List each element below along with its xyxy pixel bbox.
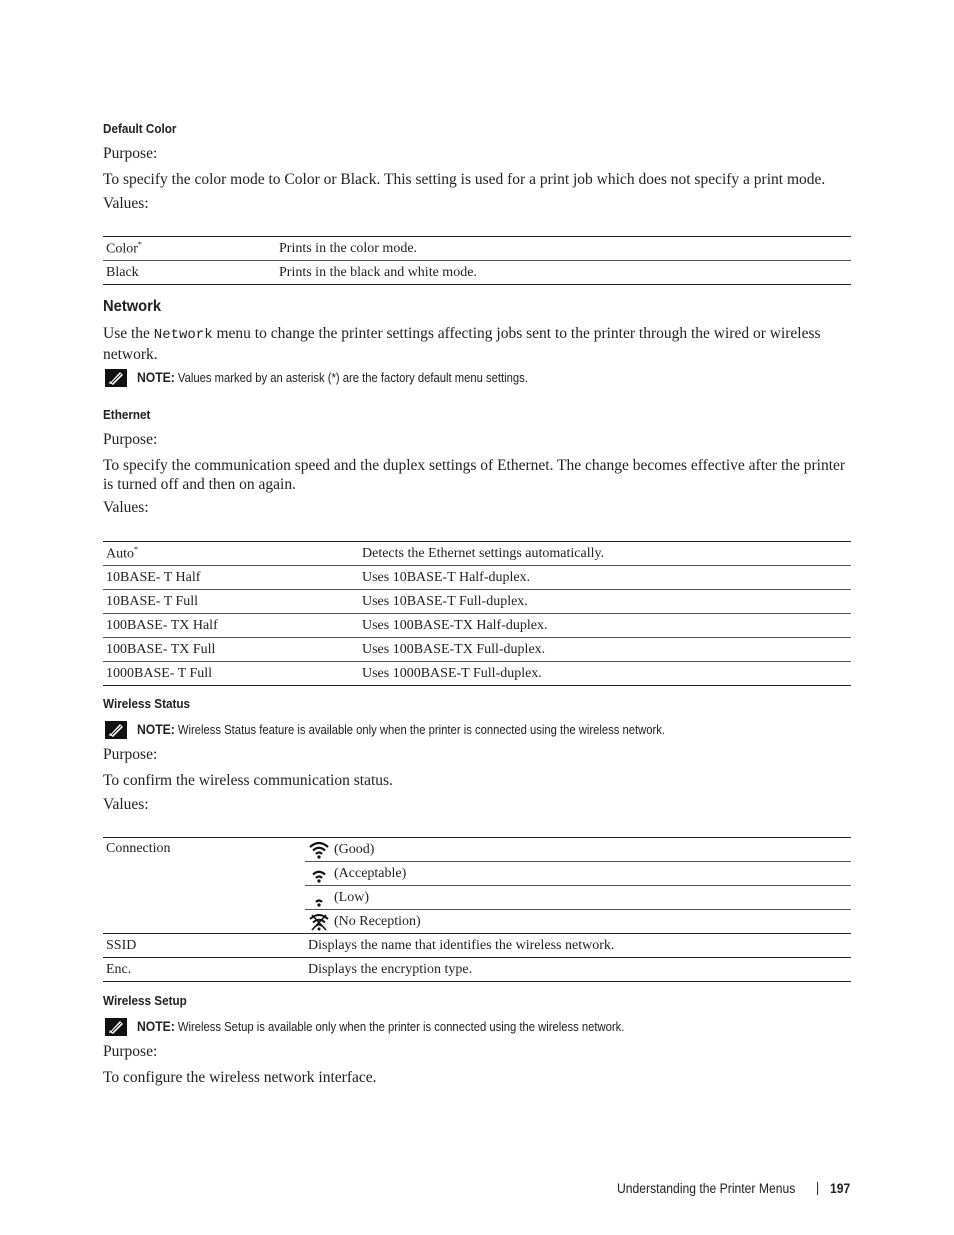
table-row <box>103 662 851 686</box>
footer-separator: | <box>816 1180 820 1195</box>
table-row <box>103 934 851 958</box>
wireless-status-note-label: NOTE: <box>137 722 175 737</box>
value-name-text: 1000BASE- T Full <box>106 665 213 681</box>
value-description: Uses 10BASE-T Full-duplex. <box>359 590 851 614</box>
value-description: Uses 100BASE-TX Half-duplex. <box>359 614 851 638</box>
default-color-table <box>103 236 851 285</box>
default-color-values-label: Values: <box>103 195 149 212</box>
value-name <box>103 261 276 285</box>
table-row <box>103 237 851 261</box>
value-name <box>103 237 276 261</box>
network-intro-code: Network <box>153 327 213 343</box>
value-name <box>103 662 359 686</box>
enc-label: Enc. <box>103 958 305 982</box>
network-note-label: NOTE: <box>137 370 175 385</box>
connection-label: Connection <box>103 838 305 934</box>
value-description: Prints in the color mode. <box>276 237 851 261</box>
value-description: Prints in the black and white mode. <box>276 261 851 285</box>
default-color-purpose-text: To specify the color mode to Color or Black. This setting is used for a print job which does not specify a print mode. <box>103 171 826 188</box>
table-row <box>103 838 851 862</box>
value-name <box>103 614 359 638</box>
value-description: Uses 100BASE-TX Full-duplex. <box>359 638 851 662</box>
wireless-setup-note-label: NOTE: <box>137 1019 175 1034</box>
wireless-setup-purpose-text: To configure the wireless network interface. <box>103 1069 377 1086</box>
connection-level: (Acceptable) <box>305 862 851 886</box>
table-row <box>103 614 851 638</box>
value-name-text: Black <box>106 264 139 280</box>
ssid-label: SSID <box>103 934 305 958</box>
wireless-status-values-label: Values: <box>103 796 149 813</box>
wireless-setup-purpose-label: Purpose: <box>103 1043 158 1060</box>
value-name <box>103 542 359 566</box>
default-color-purpose-label: Purpose: <box>103 145 158 162</box>
ethernet-table <box>103 541 851 686</box>
note-pencil-icon <box>105 369 127 387</box>
ethernet-heading: Ethernet <box>103 407 151 422</box>
footer-section-title: Understanding the Printer Menus <box>617 1181 796 1196</box>
network-intro-post: menu to change the printer settings affecting jobs sent to the printer through the wired or wireless network. <box>103 325 821 363</box>
wifi-low-icon <box>308 889 330 907</box>
value-name <box>103 566 359 590</box>
wifi-no-reception-icon <box>308 913 330 931</box>
network-intro <box>103 324 853 364</box>
ethernet-purpose-text: To specify the communication speed and the duplex settings of Ethernet. The change becomes effective after the printer is turned off and then on again. <box>103 457 846 493</box>
value-name-text: 10BASE- T Half <box>106 569 201 585</box>
value-name-text: 100BASE- TX Half <box>106 617 218 633</box>
wireless-status-note-text: Wireless Status feature is available only when the printer is connected using the wireless network. <box>174 723 666 737</box>
value-description: Uses 1000BASE-T Full-duplex. <box>359 662 851 686</box>
network-note-text: Values marked by an asterisk (*) are the factory default menu settings. <box>174 371 528 385</box>
table-row <box>103 542 851 566</box>
network-intro-pre: Use the <box>103 325 154 342</box>
wireless-status-heading: Wireless Status <box>103 696 191 711</box>
connection-level: (No Reception) <box>305 910 851 934</box>
default-color-heading: Default Color <box>103 121 177 136</box>
page-number: 197 <box>830 1181 851 1196</box>
ethernet-values-label: Values: <box>103 499 149 516</box>
wireless-setup-heading: Wireless Setup <box>103 993 187 1008</box>
value-description: Detects the Ethernet settings automatically. <box>359 542 851 566</box>
wireless-setup-note-text: Wireless Setup is available only when the printer is connected using the wireless network. <box>174 1020 625 1034</box>
wifi-good-icon <box>308 841 330 859</box>
value-name <box>103 590 359 614</box>
value-name-text: Auto <box>106 546 134 562</box>
value-name-text: Color <box>106 241 138 257</box>
default-mark: * <box>137 239 142 249</box>
wifi-acceptable-icon <box>308 865 330 883</box>
connection-level: (Good) <box>305 838 851 862</box>
value-name <box>103 638 359 662</box>
enc-desc: Displays the encryption type. <box>305 958 851 982</box>
ssid-desc: Displays the name that identifies the wireless network. <box>305 934 851 958</box>
table-row <box>103 590 851 614</box>
table-row <box>103 958 851 982</box>
table-row <box>103 566 851 590</box>
wireless-status-table <box>103 837 851 982</box>
table-row <box>103 638 851 662</box>
ethernet-purpose-label: Purpose: <box>103 431 158 448</box>
connection-level: (Low) <box>305 886 851 910</box>
value-name-text: 100BASE- TX Full <box>106 641 216 657</box>
wireless-status-purpose-text: To confirm the wireless communication status. <box>103 772 393 789</box>
note-pencil-icon <box>105 1018 127 1036</box>
value-name-text: 10BASE- T Full <box>106 593 199 609</box>
table-row <box>103 261 851 285</box>
network-heading: Network <box>103 298 162 315</box>
note-pencil-icon <box>105 721 127 739</box>
wireless-status-purpose-label: Purpose: <box>103 746 158 763</box>
default-mark: * <box>134 544 138 554</box>
value-description: Uses 10BASE-T Half-duplex. <box>359 566 851 590</box>
